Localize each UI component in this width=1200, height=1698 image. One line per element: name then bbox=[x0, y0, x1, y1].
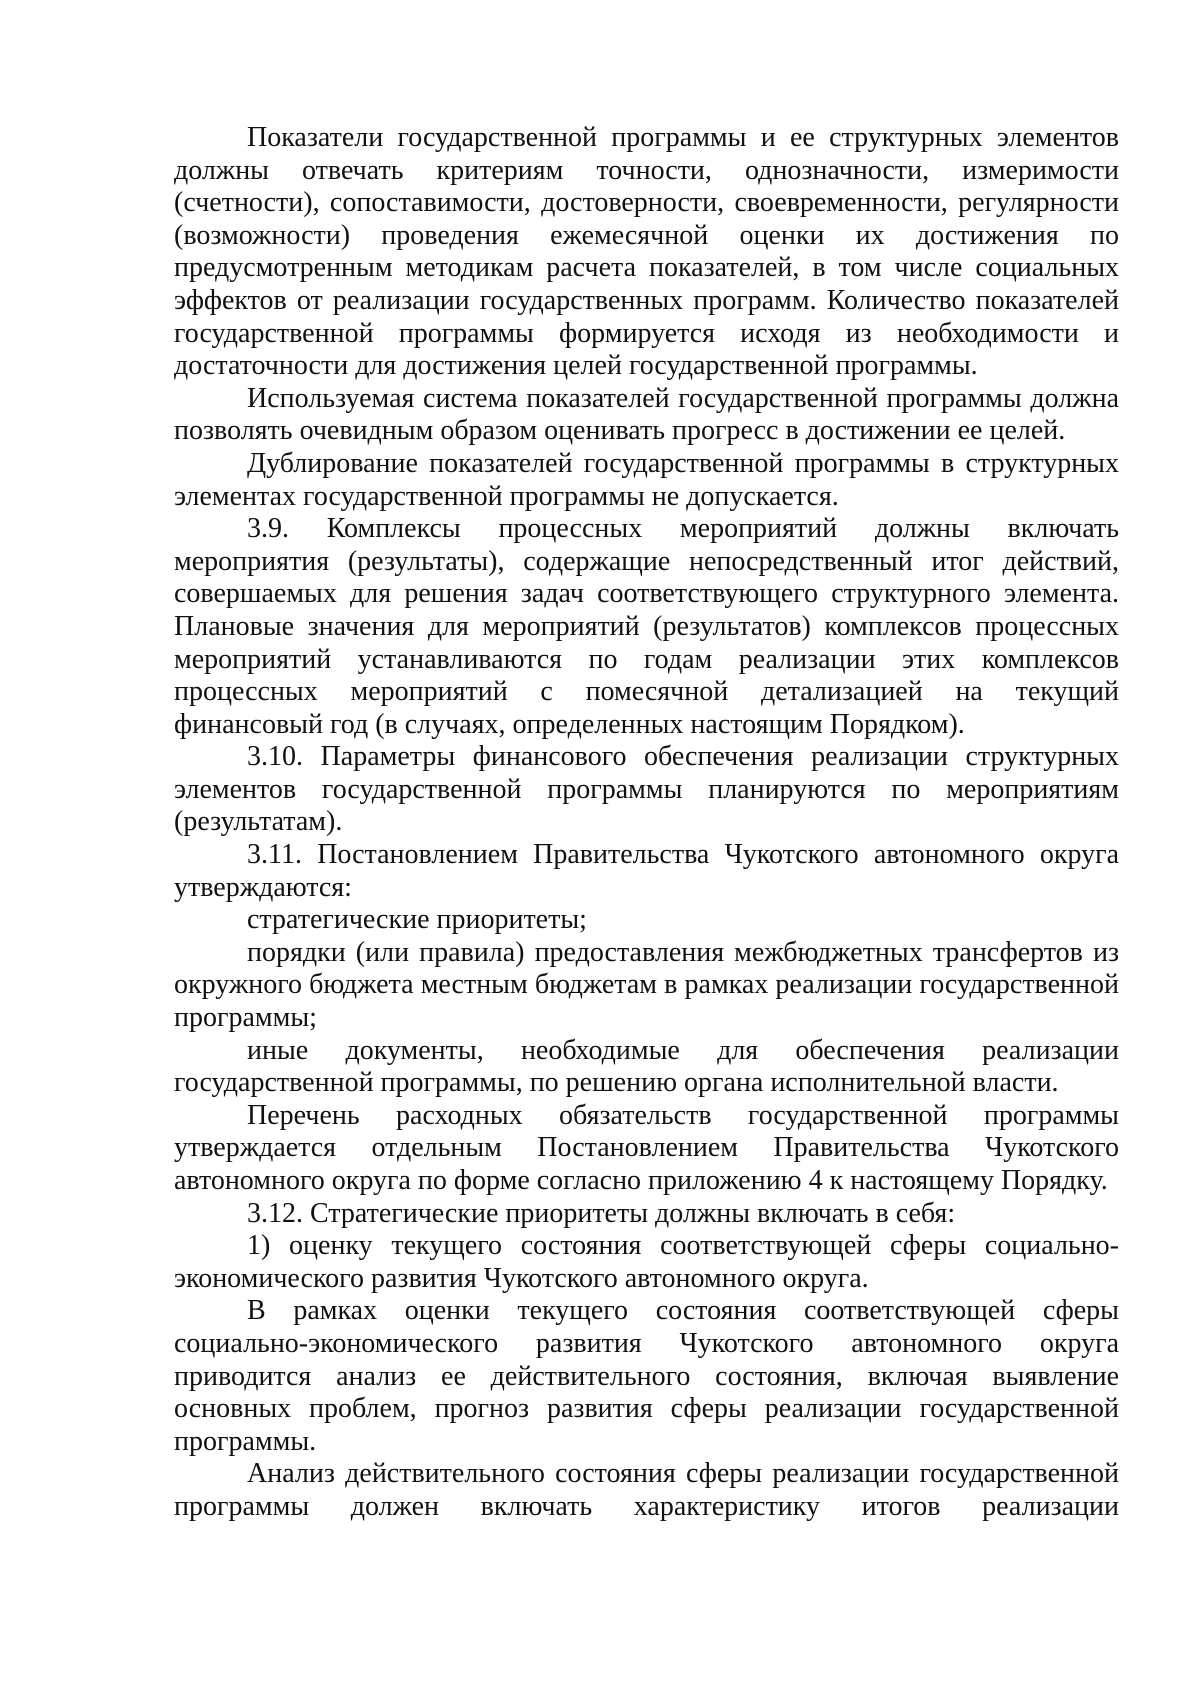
list-item-transfer-rules: порядки (или правила) предоставления межбюджетных трансфертов из окружного бюджета местным бюджетам в рамках реализации государственной программы; bbox=[174, 936, 1119, 1034]
document-page bbox=[174, 122, 1119, 1524]
paragraph-duplication: Дублирование показателей государственной программы в структурных элементах государственной программы не допускается. bbox=[174, 447, 1119, 512]
paragraph-3-10: 3.10. Параметры финансового обеспечения реализации структурных элементов государственной программы планируются по мероприятиям (результатам). bbox=[174, 741, 1119, 838]
paragraph-obligations-list: Перечень расходных обязательств государственной программы утверждается отдельным Постановлением Правительства Чукотского автономного округа по форме согласно приложению 4 к настоящему Порядку. bbox=[174, 1099, 1119, 1196]
paragraph-indicators-criteria: Показатели государственной программы и ее структурных элементов должны отвечать критериям точности, однозначности, измеримости (счетности), сопоставимости, достоверности, своевременности, регулярности (возможности) проведения ежемесячной оценки их достижения по предусмотренным методикам расчета показателей, в том числе социальных эффектов от реализации государственных программ. Количество показателей государственной программы формируется исходя из необходимости и достаточности для достижения целей государственной программы. bbox=[174, 122, 1119, 382]
list-item-current-state: 1) оценку текущего состояния соответствующей сферы социально-экономического развития Чукотского автономного округа. bbox=[174, 1230, 1119, 1294]
list-item-other-documents: иные документы, необходимые для обеспечения реализации государственной программы, по решению органа исполнительной власти. bbox=[174, 1034, 1119, 1099]
paragraph-state-analysis: В рамках оценки текущего состояния соответствующей сферы социально-экономического развития Чукотского автономного округа приводится анализ ее действительного состояния, включая выявление основных проблем, прогноз развития сферы реализации государственной программы. bbox=[174, 1295, 1119, 1457]
paragraph-3-11: 3.11. Постановлением Правительства Чукотского автономного округа утверждаются: bbox=[174, 839, 1119, 903]
list-item-strategic-priorities: стратегические приоритеты; bbox=[247, 904, 587, 936]
paragraph-3-9: 3.9. Комплексы процессных мероприятий должны включать мероприятия (результаты), содержащие непосредственный итог действий, совершаемых для решения задач соответствующего структурного элемента. Плановые значения для мероприятий (результатов) комплексов процессных мероприятий устанавливаются по годам реализации этих комплексов процессных мероприятий с помесячной детализацией на текущий финансовый год (в случаях, определенных настоящим Порядком). bbox=[174, 513, 1119, 740]
paragraph-indicators-system: Используемая система показателей государственной программы должна позволять очевидным образом оценивать прогресс в достижении ее целей. bbox=[174, 382, 1119, 447]
paragraph-analysis-contents: Анализ действительного состояния сферы реализации государственной программы должен включать характеристику итогов реализации bbox=[174, 1458, 1119, 1522]
paragraph-3-12: 3.12. Стратегические приоритеты должны включать в себя: bbox=[247, 1197, 956, 1229]
